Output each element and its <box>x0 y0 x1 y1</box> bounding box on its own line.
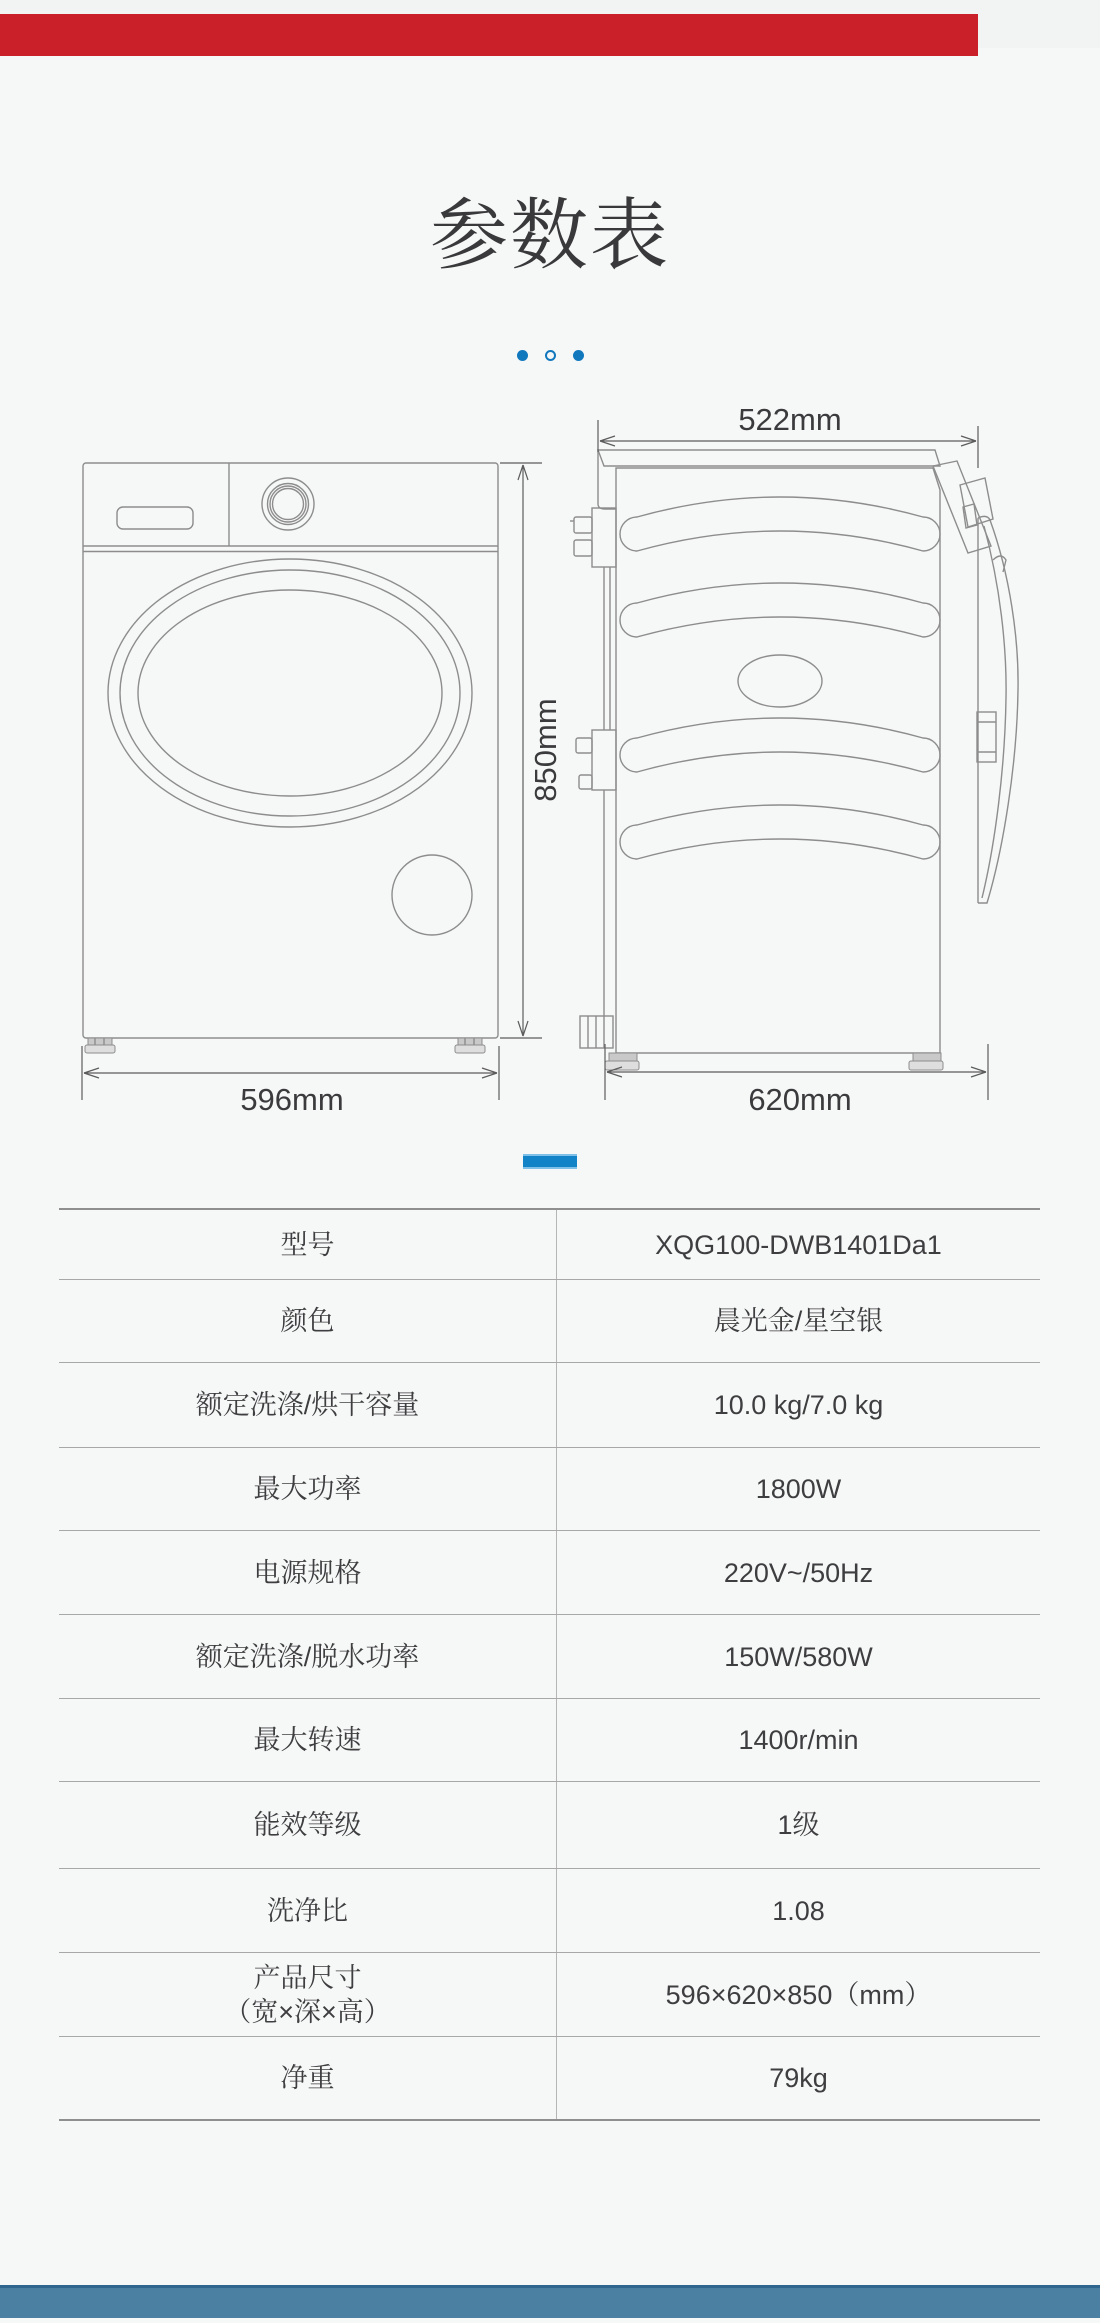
dimension-850mm <box>500 463 563 1038</box>
row-label: 最大功率 <box>253 1474 362 1504</box>
side-hinges <box>570 508 616 1016</box>
row-label: 电源规格 <box>253 1557 362 1588</box>
carousel-dot-2[interactable] <box>545 350 556 361</box>
carousel-dot-3[interactable] <box>573 350 584 361</box>
carousel-dots <box>0 350 1100 361</box>
side-top-width-label: 522mm <box>738 402 842 437</box>
table-row <box>59 1699 1040 1782</box>
table-row <box>59 1363 1040 1448</box>
front-height-label: 850mm <box>528 698 563 802</box>
row-label: 产品尺寸 <box>253 1962 362 1993</box>
row-value: XQG100-DWB1401Da1 <box>655 1229 942 1260</box>
page-title: 参数表 <box>429 191 670 279</box>
row-value: 150W/580W <box>724 1641 873 1672</box>
front-control-knob <box>262 478 314 530</box>
top-red-banner <box>0 14 978 56</box>
washer-dimension-drawing <box>40 390 1060 1120</box>
carousel-dot-1[interactable] <box>517 350 528 361</box>
dimension-522mm <box>598 402 978 468</box>
front-width-label: 596mm <box>240 1082 344 1117</box>
row-value: 晨光金/星空银 <box>713 1306 884 1336</box>
row-value: 1800W <box>755 1474 842 1504</box>
washer-front-view-drawing <box>83 463 498 1053</box>
front-filter-door <box>392 855 472 935</box>
spec-table <box>59 1208 1040 2121</box>
row-label: 能效等级 <box>253 1810 362 1840</box>
table-row <box>59 1869 1040 1953</box>
row-label: 型号 <box>280 1229 335 1260</box>
front-door <box>108 559 472 827</box>
row-label: 洗净比 <box>267 1895 348 1926</box>
row-label-line2: （宽×深×高） <box>224 1996 391 2027</box>
table-row <box>59 1210 1040 1280</box>
row-value: 10.0 kg/7.0 kg <box>713 1390 884 1420</box>
table-row <box>59 1782 1040 1869</box>
row-value: 1级 <box>777 1810 820 1840</box>
row-label: 最大转速 <box>253 1725 362 1755</box>
row-label: 净重 <box>280 2063 335 2093</box>
washer-side-view-drawing <box>570 450 1018 1070</box>
side-vent-slots <box>620 497 940 859</box>
table-row <box>59 1531 1040 1615</box>
table-row <box>59 1280 1040 1363</box>
side-depth-label: 620mm <box>748 1082 852 1117</box>
table-row <box>59 1953 1040 2037</box>
row-value: 79kg <box>769 2063 828 2093</box>
row-label: 额定洗涤/脱水功率 <box>195 1641 420 1672</box>
bottom-blue-banner <box>0 2285 1100 2318</box>
front-feet <box>85 1038 485 1053</box>
row-value: 220V~/50Hz <box>723 1557 874 1588</box>
table-row <box>59 1615 1040 1699</box>
row-value: 1.08 <box>772 1895 825 1926</box>
section-divider <box>523 1156 577 1167</box>
dimension-596mm <box>82 1046 499 1117</box>
table-row <box>59 2037 1040 2119</box>
table-row <box>59 1448 1040 1531</box>
row-label: 颜色 <box>280 1306 335 1336</box>
side-drain-hose <box>580 1016 613 1048</box>
row-label: 额定洗涤/烘干容量 <box>195 1390 420 1420</box>
side-feet <box>605 1053 943 1070</box>
row-value: 1400r/min <box>738 1725 859 1755</box>
front-display-panel <box>117 507 193 529</box>
row-value: 596×620×850（mm） <box>665 1979 932 2010</box>
side-door-profile <box>977 516 1018 903</box>
side-back-panel <box>933 461 991 553</box>
